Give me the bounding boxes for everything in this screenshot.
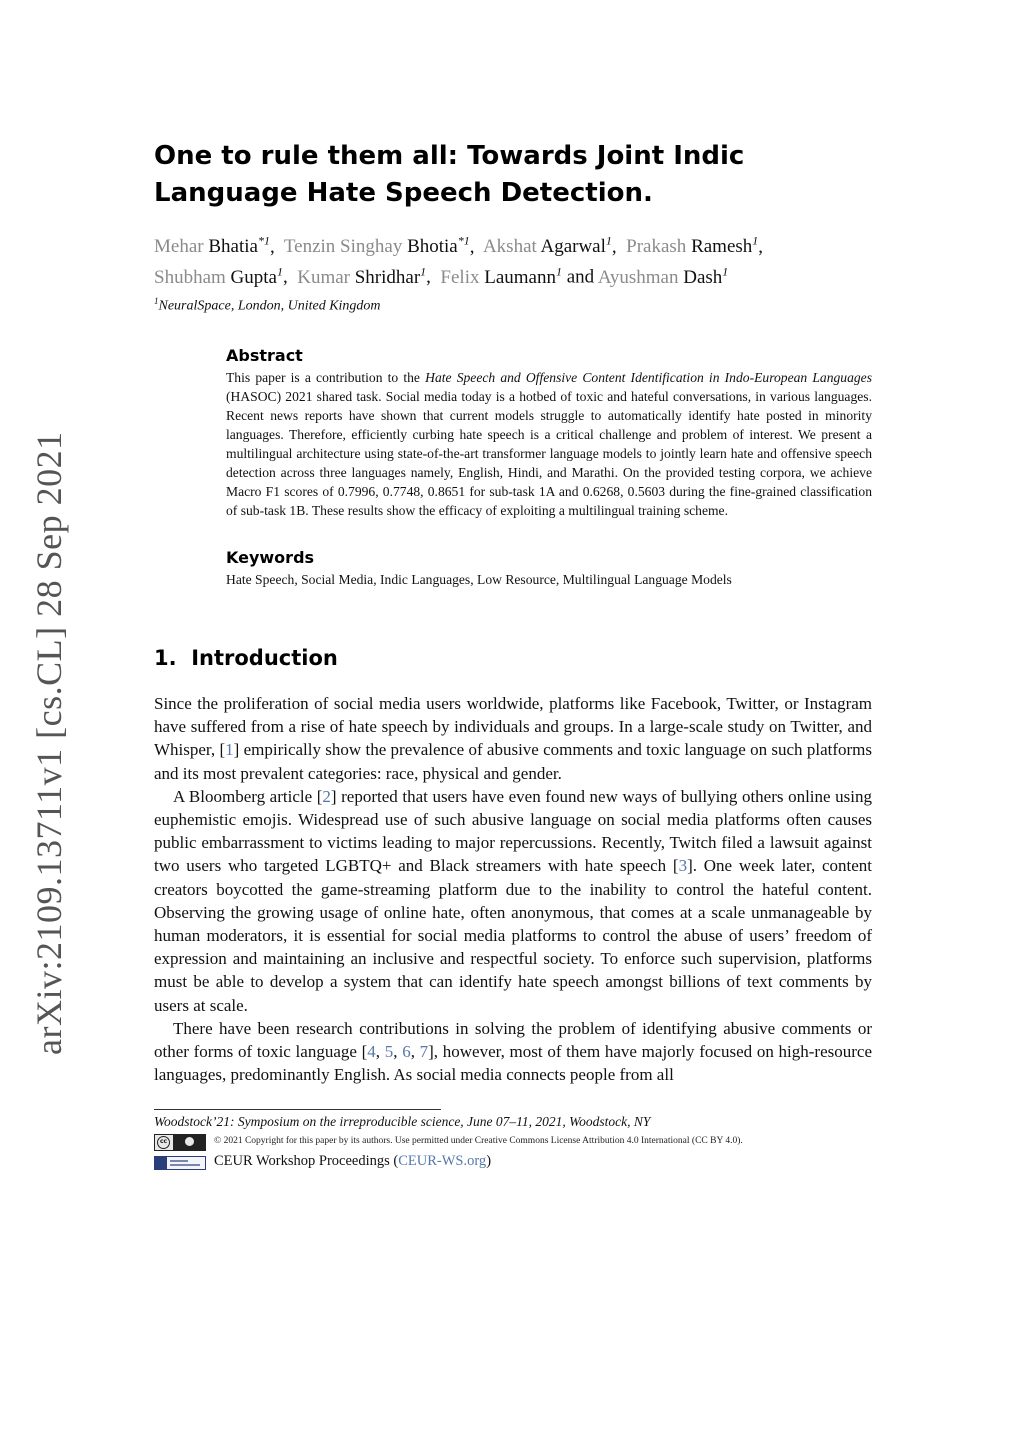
- author: Felix Laumann$^1$: [440, 264, 562, 288]
- author: Ayushman Dash$^1$: [597, 264, 729, 288]
- citation-link[interactable]: 1: [225, 740, 234, 760]
- author: Kumar Shridhar$^1$: [297, 264, 427, 288]
- cc-by-license-icon: [154, 1134, 206, 1151]
- author-conjunction: and: [566, 266, 595, 288]
- paragraph: A Bloomberg article [2] reported that users have even found new ways of bullying others online using euphemistic emojis. Widespread use of such abusive language on social media platforms often causes public embarrassment to victims leading to major repercussions. Recently, Twitch filed a lawsuit against two users who targeted LGBTQ+ and Black streamers with hate speech [3]. One week later, content creators boycotted the game-streaming platform due to the inability to control the hateful content. Observing the growing usage of online hate, often anonymous, that comes at a scale unmanageable by human moderators, it is essential for social media platforms to control the abuse of users’ freedom of expression and maintaining an inclusive and respectful society. To enforce such supervision, platforms must be able to develop a system that can identify hate speech amongst billions of text comments by users at scale.: [154, 786, 873, 1015]
- citation-link[interactable]: 5: [384, 1042, 394, 1062]
- author-list: Mehar Bhatia$^{*1}$, Tenzin Singhay Bhotia$^{*1}$, Akshat Agarwal$^1$, Prakash Ramesh$^1$, Shubham Gupta$^1$, Kumar Shridhar$^1$, Felix Laumann$^1$ and Ayushman Dash$^1$: [154, 234, 764, 288]
- keywords-heading: Keywords: [226, 548, 315, 567]
- cc-circle-icon: cc: [157, 1136, 170, 1149]
- citation-link[interactable]: 3: [678, 856, 688, 876]
- author: Tenzin Singhay Bhotia$^{*1}$: [283, 234, 470, 258]
- ceur-ws-link[interactable]: CEUR-WS.org: [398, 1153, 487, 1169]
- by-person-icon: [185, 1137, 194, 1146]
- footnote-rule: [154, 1109, 441, 1110]
- citation-link[interactable]: 4: [367, 1042, 376, 1062]
- author: Akshat Agarwal$^1$: [482, 234, 612, 258]
- abstract-body: This paper is a contribution to the Hate Speech and Offensive Content Identification in Indo-European Languages (HASOC) 2021 shared task. Social media today is a hotbed of toxic and hateful conversations, in various languages. Recent news reports have shown that current models struggle to automatically identify hate posted in minority languages. Therefore, efficiently curbing hate speech is a critical challenge and problem of interest. We present a multilingual architecture using state-of-the-art transformer language models to jointly learn hate and offensive speech detection across three languages namely, English, Hindi, and Marathi. On the provided testing corpora, we achieve Macro F1 scores of 0.7996, 0.7748, 0.8651 for sub-task 1A and 0.6268, 0.5603 during the fine-grained classification of sub-task 1B. These results show the efficacy of exploiting a multilingual training scheme.: [226, 370, 873, 518]
- copyright-notice: © 2021 Copyright for this paper by its authors. Use permitted under Creative Commons License Attribution 4.0 International (CC BY 4.0).: [214, 1136, 743, 1146]
- keywords-body: Hate Speech, Social Media, Indic Languages, Low Resource, Multilingual Language Models: [226, 572, 732, 587]
- author: Prakash Ramesh$^1$: [626, 234, 759, 258]
- paragraph: There have been research contributions in solving the problem of identifying abusive comments or other forms of toxic language [4, 5, 6, 7], however, most of them have majorly focused on high-resource languages, predominantly English. As social media connects people from all: [154, 1018, 872, 1085]
- arxiv-stamp: arXiv:2109.13711v1 [cs.CL] 28 Sep 2021: [29, 431, 69, 1055]
- introduction-body: [154, 692, 872, 1086]
- section-heading: 1. Introduction: [154, 646, 338, 670]
- paragraph: Since the proliferation of social media users worldwide, platforms like Facebook, Twitter, or Instagram have suffered from a rise of hate speech by individuals and groups. In a large-scale study on Twitter, and Whisper, [1] empirically show the prevalence of abusive comments and toxic language on such platforms and its most prevalent categories: race, physical and gender.: [154, 694, 872, 783]
- citation-link[interactable]: 6: [402, 1042, 411, 1062]
- citation-link[interactable]: 2: [322, 786, 331, 806]
- ceur-logo-icon: [154, 1156, 206, 1170]
- author: Shubham Gupta$^1$: [154, 264, 283, 288]
- citation-link[interactable]: 7: [419, 1042, 429, 1062]
- venue-footnote: Woodstock’21: Symposium on the irreproducible science, June 07–11, 2021, Woodstock, NY: [154, 1114, 651, 1129]
- paper-title: One to rule them all: Towards Joint Indic Language Hate Speech Detection.: [154, 141, 745, 208]
- ceur-proceedings: CEUR Workshop Proceedings (CEUR-WS.org): [214, 1153, 492, 1169]
- author: Mehar Bhatia$^{*1}$: [154, 234, 270, 258]
- affiliation: $^1$NeuralSpace, London, United Kingdom: [154, 296, 381, 314]
- task-name: Hate Speech and Offensive Content Identification in Indo-European Languages: [425, 370, 873, 385]
- abstract-heading: Abstract: [226, 346, 303, 365]
